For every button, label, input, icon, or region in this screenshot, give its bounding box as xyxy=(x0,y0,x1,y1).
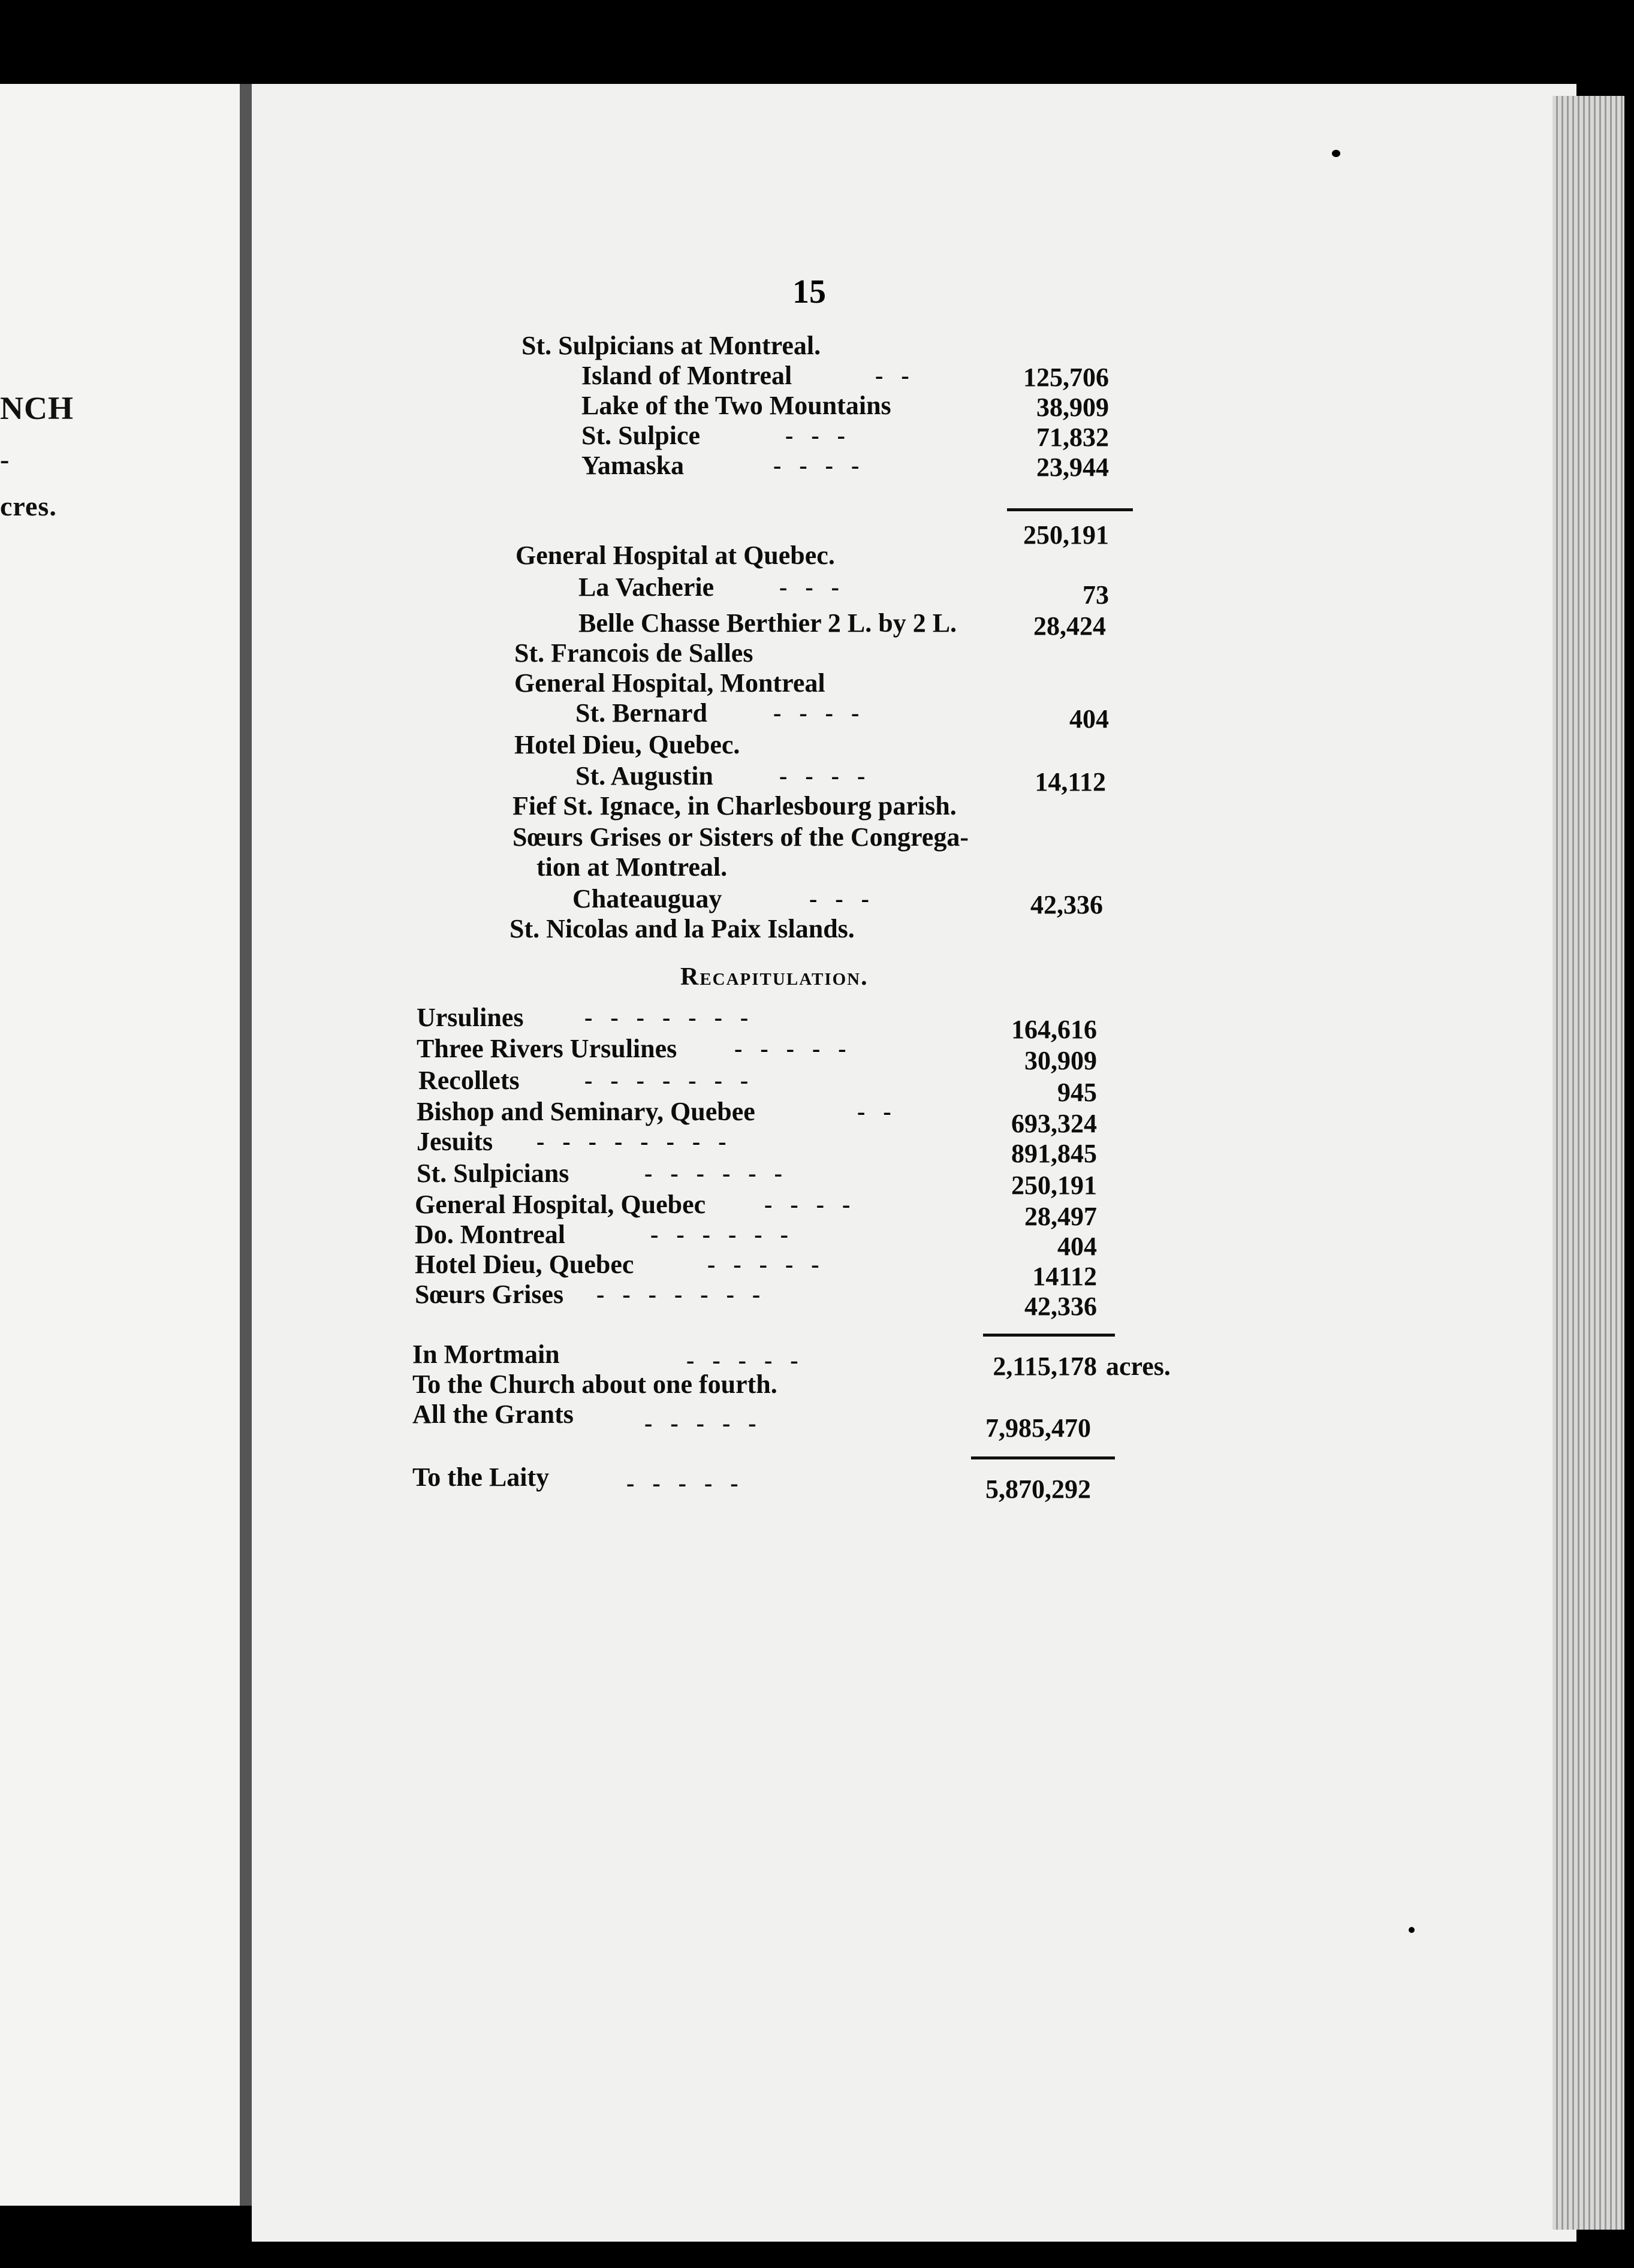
entry-value: 28,424 xyxy=(1033,611,1106,641)
sum-rule xyxy=(983,1334,1115,1337)
recap-label: Jesuits xyxy=(417,1127,493,1156)
leader-dashes: - - - - - - xyxy=(644,1160,782,1187)
ink-speck xyxy=(1332,150,1340,157)
entry-value: 125,706 xyxy=(1023,363,1109,392)
sum-rule xyxy=(1007,508,1133,511)
left-page-word-fragment: cres. xyxy=(0,491,57,521)
mortmain-label: In Mortmain xyxy=(412,1340,560,1369)
leader-dashes: - - - - - xyxy=(686,1347,798,1374)
recap-value: 42,336 xyxy=(1024,1292,1097,1321)
leader-dashes: - - - - xyxy=(764,1191,851,1218)
section-heading-continued: tion at Montreal. xyxy=(536,852,728,882)
recap-value: 30,909 xyxy=(1024,1046,1097,1075)
recap-label: Hotel Dieu, Quebec xyxy=(415,1250,634,1279)
entry-label: Yamaska xyxy=(581,451,685,480)
entry-label: Chateauguay xyxy=(572,884,722,913)
church-line: To the Church about one fourth. xyxy=(412,1370,777,1399)
sum-rule xyxy=(971,1456,1115,1459)
recap-label: Bishop and Seminary, Quebee xyxy=(417,1097,755,1126)
section-heading: St. Nicolas and la Paix Islands. xyxy=(510,914,855,943)
recap-value: 945 xyxy=(1057,1078,1097,1107)
section-heading: St. Francois de Salles xyxy=(514,638,753,668)
recap-value: 693,324 xyxy=(1011,1109,1097,1138)
left-page-mark-fragment: - xyxy=(0,444,10,475)
section-heading: General Hospital at Quebec. xyxy=(515,541,835,570)
recap-label: St. Sulpicians xyxy=(417,1159,569,1188)
ink-speck xyxy=(1409,1927,1415,1933)
recap-label: Three Rivers Ursulines xyxy=(417,1034,677,1063)
entry-label: Island of Montreal xyxy=(581,361,792,390)
entry-value: 73 xyxy=(1083,580,1109,610)
leader-dashes: - - - - - xyxy=(626,1470,738,1497)
left-page-heading-fragment: NCH xyxy=(0,390,74,426)
recap-label: Ursulines xyxy=(417,1003,524,1032)
mortmain-unit: acres. xyxy=(1106,1352,1171,1381)
leader-dashes: - - - xyxy=(809,885,869,912)
leader-dashes: - - - - - - xyxy=(650,1221,788,1248)
section-heading: St. Sulpicians at Montreal. xyxy=(521,331,821,360)
leader-dashes: - - - - xyxy=(773,452,860,479)
entry-value: 38,909 xyxy=(1036,393,1109,422)
page-edges xyxy=(1552,96,1624,2230)
section-heading: Sœurs Grises or Sisters of the Congrega- xyxy=(512,822,969,852)
recapitulation-heading: Recapitulation. xyxy=(680,963,869,991)
leader-dashes: - - - - xyxy=(779,762,866,789)
entry-value: 23,944 xyxy=(1036,453,1109,482)
leader-dashes: - - - - - xyxy=(707,1251,819,1278)
entry-value: 404 xyxy=(1069,704,1109,734)
recap-value: 28,497 xyxy=(1024,1202,1097,1231)
recap-label: Recollets xyxy=(418,1066,520,1095)
recap-label: Do. Montreal xyxy=(415,1220,565,1249)
leader-dashes: - - - - - - - xyxy=(584,1067,749,1094)
page-number: 15 xyxy=(792,273,826,310)
leader-dashes: - - xyxy=(857,1098,891,1125)
recap-value: 891,845 xyxy=(1011,1139,1097,1168)
leader-dashes: - - - - - - - xyxy=(584,1004,749,1031)
grants-value: 7,985,470 xyxy=(985,1413,1091,1443)
recap-label: Sœurs Grises xyxy=(415,1280,564,1309)
recap-value: 164,616 xyxy=(1011,1015,1097,1044)
subtotal-value: 250,191 xyxy=(1023,520,1109,550)
leader-dashes: - - - xyxy=(779,574,839,601)
mortmain-value: 2,115,178 xyxy=(993,1352,1097,1381)
recap-value: 250,191 xyxy=(1011,1171,1097,1200)
recap-label: General Hospital, Quebec xyxy=(415,1190,706,1219)
leader-dashes: - - - - - - - - xyxy=(536,1128,726,1155)
leader-dashes: - - - - - xyxy=(644,1410,756,1437)
entry-value: 14,112 xyxy=(1035,767,1106,797)
section-heading: Hotel Dieu, Quebec. xyxy=(514,730,740,759)
entry-label: Lake of the Two Mountains xyxy=(581,391,891,420)
entry-label: St. Sulpice xyxy=(581,421,701,450)
entry-value: 42,336 xyxy=(1030,890,1103,919)
entry-label: La Vacherie xyxy=(578,572,715,602)
recap-value: 404 xyxy=(1057,1232,1097,1261)
recap-value: 14112 xyxy=(1032,1262,1097,1291)
leader-dashes: - - - xyxy=(785,422,845,449)
entry-value: 71,832 xyxy=(1036,423,1109,452)
section-heading: Fief St. Ignace, in Charlesbourg parish. xyxy=(512,791,957,821)
entry-label: Belle Chasse Berthier 2 L. by 2 L. xyxy=(578,608,957,638)
entry-label: St. Augustin xyxy=(575,761,713,791)
leader-dashes: - - - - - xyxy=(734,1035,846,1062)
leader-dashes: - - - - xyxy=(773,699,860,726)
grants-label: All the Grants xyxy=(412,1400,574,1429)
laity-value: 5,870,292 xyxy=(985,1474,1091,1504)
leader-dashes: - - xyxy=(875,362,909,389)
section-heading: General Hospital, Montreal xyxy=(514,668,825,698)
leader-dashes: - - - - - - - xyxy=(596,1281,761,1308)
entry-label: St. Bernard xyxy=(575,698,707,728)
laity-label: To the Laity xyxy=(412,1462,550,1492)
